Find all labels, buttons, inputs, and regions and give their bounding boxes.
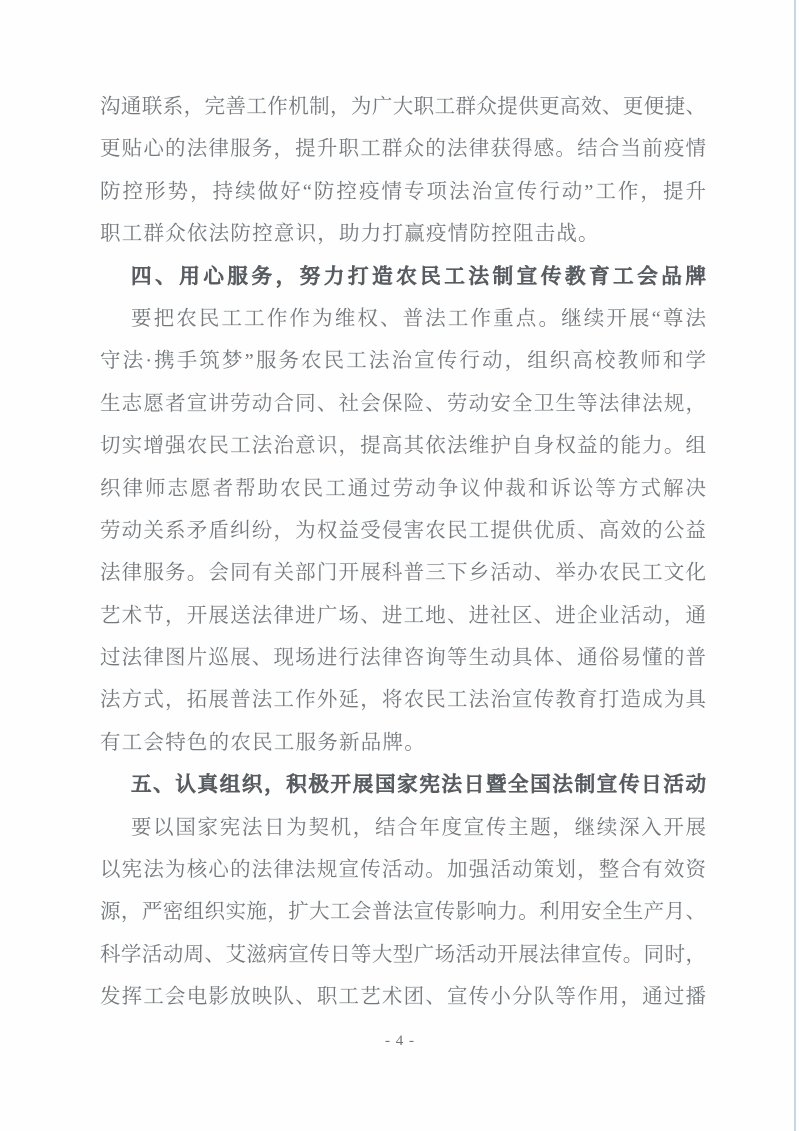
- scan-edge-line: [794, 0, 796, 1131]
- body-text-line: 劳动关系矛盾纠纷，为权益受侵害农民工提供优质、高效的公益: [100, 519, 706, 542]
- body-text-line: 沟通联系，完善工作机制，为广大职工群众提供更高效、更便捷、: [100, 96, 706, 118]
- section-heading-line: 四、用心服务，努力打造农民工法制宣传教育工会品牌: [131, 265, 706, 288]
- body-text-line: 发挥工会电影放映队、职工艺术团、宣传小分队等作用，通过播: [100, 986, 706, 1009]
- body-text-line: 科学活动周、艾滋病宣传日等大型广场活动开展法律宣传。同时，: [100, 943, 706, 966]
- body-text-line: 法律服务。会同有关部门开展科普三下乡活动、举办农民工文化: [100, 562, 706, 585]
- body-text-line: 源，严密组织实施，扩大工会普法宣传影响力。利用安全生产月、: [100, 901, 706, 924]
- body-text-line: 法方式，拓展普法工作外延，将农民工法治宣传教育打造成为具: [100, 689, 706, 712]
- body-text-line: 要以国家宪法日为契机，结合年度宣传主题，继续深入开展: [131, 816, 706, 839]
- document-body: [100, 86, 706, 1019]
- section-heading-line: 五、认真组织，积极开展国家宪法日暨全国法制宣传日活动: [131, 774, 706, 797]
- body-text-line: 过法律图片巡展、现场进行法律咨询等生动具体、通俗易懂的普: [100, 647, 706, 670]
- body-text-line: 要把农民工工作作为维权、普法工作重点。继续开展“尊法: [131, 307, 706, 330]
- body-text-line: 防控形势，持续做好“防控疫情专项法治宣传行动”工作，提升: [100, 180, 706, 203]
- body-text-line: 守法·携手筑梦”服务农民工法治宣传行动，组织高校教师和学: [100, 350, 706, 373]
- body-text-line: 生志愿者宣讲劳动合同、社会保险、劳动安全卫生等法律法规，: [100, 392, 706, 415]
- body-text-line: 职工群众依法防控意识，助力打赢疫情防控阻击战。: [100, 223, 600, 246]
- body-text-line: 有工会特色的农民工服务新品牌。: [100, 731, 426, 754]
- body-text-line: 艺术节，开展送法律进广场、进工地、进社区、进企业活动，通: [100, 604, 706, 627]
- page-number: - 4 -: [385, 1033, 415, 1049]
- body-text-line: 更贴心的法律服务，提升职工群众的法律获得感。结合当前疫情: [100, 138, 706, 161]
- body-text-line: 以宪法为核心的法律法规宣传活动。加强活动策划，整合有效资: [100, 859, 706, 882]
- body-text-line: 织律师志愿者帮助农民工通过劳动争议仲裁和诉讼等方式解决: [100, 477, 706, 500]
- body-text-line: 切实增强农民工法治意识，提高其依法维护自身权益的能力。组: [100, 435, 706, 458]
